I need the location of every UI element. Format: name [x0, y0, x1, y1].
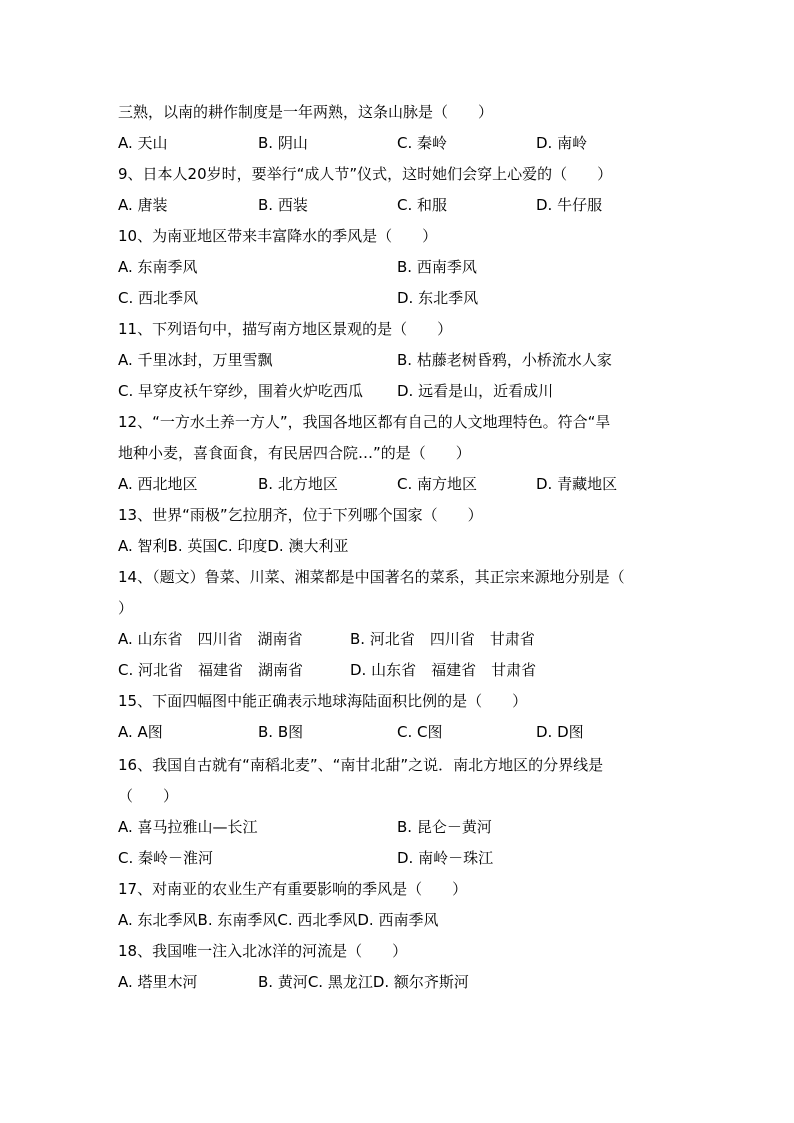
- q16-option-b: B. 昆仑－黄河: [397, 818, 492, 836]
- q10-option-c: C. 西北季风: [118, 289, 199, 307]
- question-8-continuation: 三熟，以南的耕作制度是一年两熟，这条山脉是（ ）: [118, 103, 494, 121]
- q15-option-c: C. C图: [397, 723, 443, 741]
- q12-option-b: B. 北方地区: [258, 475, 338, 493]
- q12-option-a: A. 西北地区: [118, 475, 198, 493]
- question-16-stem-line2: （ ）: [118, 787, 179, 805]
- q17-options: A. 东北季风B. 东南季风C. 西北季风D. 西南季风: [118, 911, 439, 929]
- q15-option-b: B. B图: [258, 723, 304, 741]
- q12-option-c: C. 南方地区: [397, 475, 478, 493]
- q16-option-a: A. 喜马拉雅山—长江: [118, 818, 258, 836]
- q11-option-a: A. 千里冰封，万里雪飘: [118, 351, 273, 369]
- question-14-stem-line1: 14、（题文）鲁菜、川菜、湘菜都是中国著名的菜系，其正宗来源地分别是（: [118, 568, 625, 586]
- question-15-stem: 15、下面四幅图中能正确表示地球海陆面积比例的是（ ）: [118, 692, 528, 710]
- q18-options-rest: B. 黄河C. 黑龙江D. 额尔齐斯河: [258, 973, 469, 991]
- q15-option-a: A. A图: [118, 723, 163, 741]
- q9-option-a: A. 唐装: [118, 196, 168, 214]
- question-18-stem: 18、我国唯一注入北冰洋的河流是（ ）: [118, 942, 408, 960]
- q14-option-a: A. 山东省 四川省 湖南省: [118, 630, 303, 648]
- q11-option-b: B. 枯藤老树昏鸦，小桥流水人家: [397, 351, 612, 369]
- q14-option-b: B. 河北省 四川省 甘肃省: [350, 630, 535, 648]
- q8-option-a: A. 天山: [118, 134, 168, 152]
- q9-option-b: B. 西装: [258, 196, 308, 214]
- q16-option-c: C. 秦岭－淮河: [118, 849, 214, 867]
- question-12-stem-line1: 12、“一方水土养一方人”，我国各地区都有自己的人文地理特色。符合“旱: [118, 413, 611, 431]
- q9-option-c: C. 和服: [397, 196, 448, 214]
- q9-option-d: D. 牛仔服: [536, 196, 603, 214]
- q10-option-d: D. 东北季风: [397, 289, 479, 307]
- question-13-stem: 13、世界“雨极”乞拉朋齐，位于下列哪个国家（ ）: [118, 506, 483, 524]
- q15-option-d: D. D图: [536, 723, 584, 741]
- question-17-stem: 17、对南亚的农业生产有重要影响的季风是（ ）: [118, 880, 468, 898]
- q11-option-c: C. 早穿皮袄午穿纱，围着火炉吃西瓜: [118, 382, 364, 400]
- q8-option-d: D. 南岭: [536, 134, 588, 152]
- q18-option-a: A. 塔里木河: [118, 973, 198, 991]
- question-10-stem: 10、为南亚地区带来丰富降水的季风是（ ）: [118, 227, 438, 245]
- q10-option-b: B. 西南季风: [397, 258, 477, 276]
- question-12-stem-line2: 地种小麦，喜食面食，有民居四合院…”的是（ ）: [118, 444, 471, 462]
- question-14-stem-line2: ）: [118, 599, 134, 617]
- question-16-stem-line1: 16、我国自古就有“南稻北麦”、“南甘北甜”之说．南北方地区的分界线是: [118, 756, 604, 774]
- q14-option-d: D. 山东省 福建省 甘肃省: [350, 661, 537, 679]
- q11-option-d: D. 远看是山，近看成川: [397, 382, 554, 400]
- q10-option-a: A. 东南季风: [118, 258, 198, 276]
- q12-option-d: D. 青藏地区: [536, 475, 618, 493]
- q13-options: A. 智利B. 英国C. 印度D. 澳大利亚: [118, 537, 349, 555]
- q16-option-d: D. 南岭－珠江: [397, 849, 494, 867]
- q8-option-c: C. 秦岭: [397, 134, 448, 152]
- question-9-stem: 9、日本人20岁时，要举行“成人节”仪式，这时她们会穿上心爱的（ ）: [118, 165, 613, 183]
- q14-option-c: C. 河北省 福建省 湖南省: [118, 661, 304, 679]
- q8-option-b: B. 阴山: [258, 134, 308, 152]
- question-11-stem: 11、下列语句中，描写南方地区景观的是（ ）: [118, 320, 453, 338]
